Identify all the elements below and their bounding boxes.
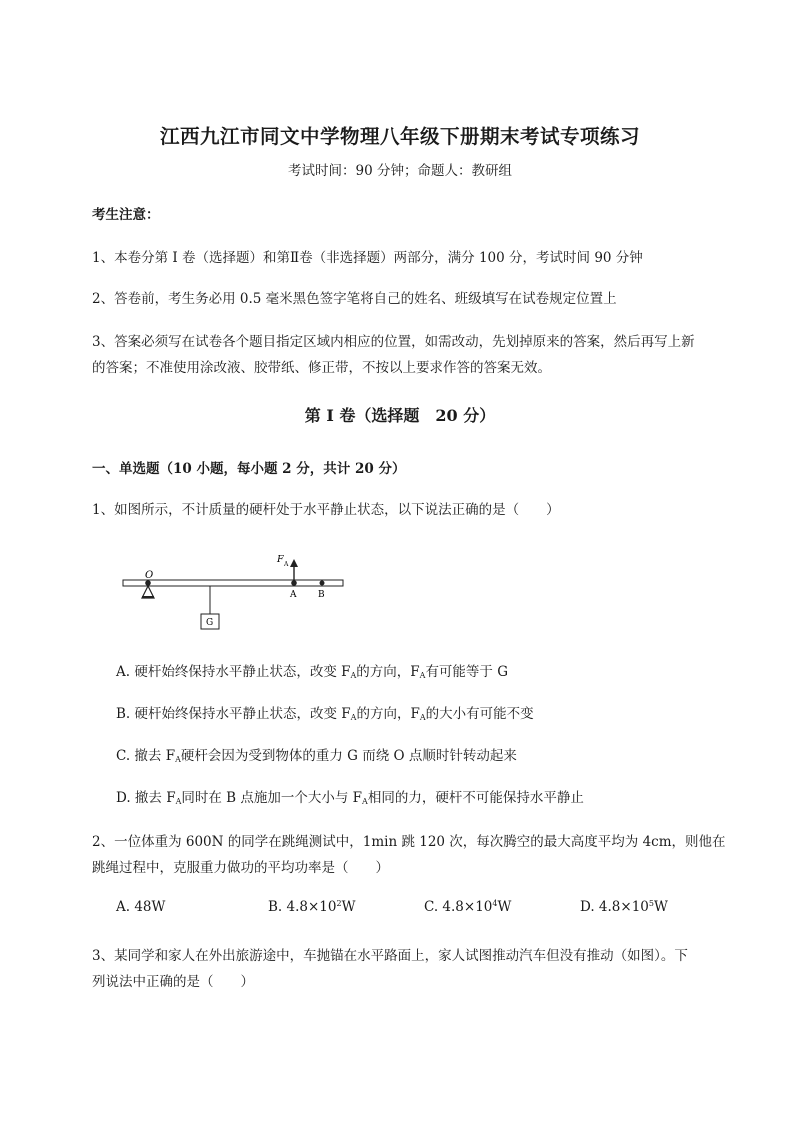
question-2-stem-cont: 跳绳过程中，克服重力做功的平均功率是（ ） <box>92 860 389 876</box>
note-item-1: 1、本卷分第 I 卷（选择题）和第Ⅱ卷（非选择题）两部分，满分 100 分，考试时间 90 分钟 <box>92 250 643 266</box>
point-a-label: A <box>290 590 297 600</box>
section-title: 第 I 卷（选择题 20 分） <box>304 406 496 425</box>
force-label: F <box>277 554 284 565</box>
note-item-3-cont: 的答案；不准使用涂改液、胶带纸、修正带，不按以上要求作答的答案无效。 <box>92 360 551 376</box>
question-3-stem: 3、某同学和家人在外出旅游途中，车抛锚在水平路面上，家人试图推动汽车但没有推动（如图）。下 <box>92 948 688 964</box>
section-subheading: 一、单选题（10 小题，每小题 2 分，共计 20 分） <box>92 461 406 477</box>
q1-option-c: C. 撤去 $F_A$硬杆会因为受到物体的重力 G 而绕 O 点顺时针转动起来 <box>116 748 517 764</box>
force-label-sub: A <box>284 561 289 568</box>
question-3-stem-cont: 列说法中正确的是（ ） <box>92 974 254 990</box>
q2-option-d: D. $4.8\times 10^5W$ <box>580 899 668 915</box>
lever-diagram <box>115 545 355 635</box>
q1-option-b: B. 硬杆始终保持水平静止状态，改变 $F_A$的方向，$F_A$的大小有可能不变 <box>116 706 534 722</box>
point-b-label: B <box>318 590 325 600</box>
q2-option-b: B. $4.8\times 10^2W$ <box>268 899 356 915</box>
notes-heading: 考生注意： <box>92 207 160 223</box>
weight-label: G <box>206 618 214 628</box>
question-2-stem: 2、一位体重为 600N 的同学在跳绳测试中，1min 跳 120 次，每次腾空的最大高度平均为 4cm，则他在 <box>92 834 726 850</box>
note-item-2: 2、答卷前，考生务必用 0.5 毫米黑色签字笔将自己的姓名、班级填写在试卷规定位置上 <box>92 291 617 307</box>
pivot-label: O <box>145 570 154 581</box>
q1-option-d: D. 撤去 $F_A$同时在 B 点施加一个大小与 $F_A$相同的力，硬杆不可能保持水平静止 <box>116 790 584 806</box>
exam-info: 考试时间：90 分钟；命题人：教研组 <box>288 163 512 179</box>
q2-option-c: C. $4.8\times 10^4W$ <box>424 899 512 915</box>
page-title: 江西九江市同文中学物理八年级下册期末考试专项练习 <box>159 125 640 148</box>
q2-option-a: A. 48W <box>116 899 166 915</box>
note-item-3: 3、答案必须写在试卷各个题目指定区域内相应的位置，如需改动，先划掉原来的答案，然后再写上新 <box>92 334 695 350</box>
question-1-stem: 1、如图所示，不计质量的硬杆处于水平静止状态，以下说法正确的是（ ） <box>92 502 560 518</box>
q1-option-a: A. 硬杆始终保持水平静止状态，改变 $F_A$的方向，$F_A$有可能等于 G <box>116 664 509 680</box>
